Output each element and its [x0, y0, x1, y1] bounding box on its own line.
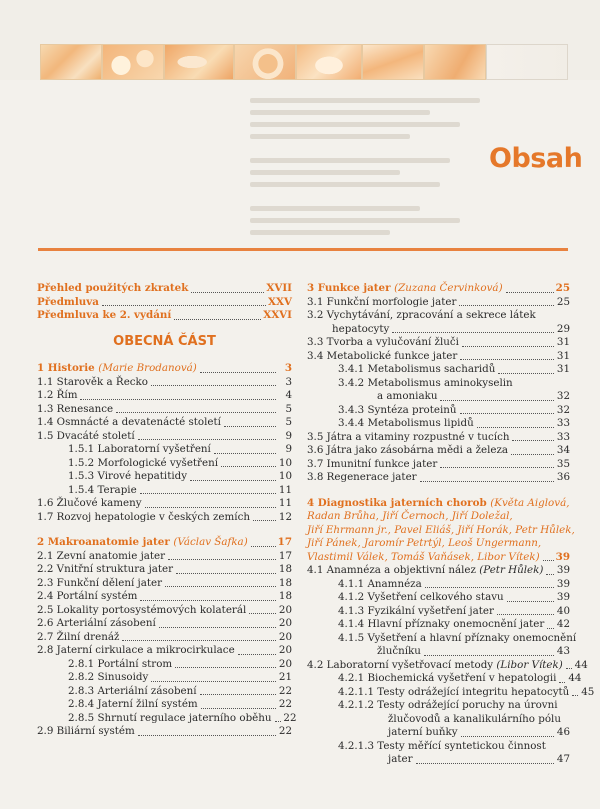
banner-image-7 [424, 44, 486, 80]
toc-entry[interactable]: 1.4 Osmnácté a devatenácté století 5 [37, 416, 292, 428]
toc-entry[interactable]: 2.7 Žilní drenáž 20 [37, 630, 292, 643]
toc-subentry[interactable]: 1.5.4 Terapie 11 [68, 483, 292, 496]
banner-image-4 [234, 44, 296, 80]
toc-entry[interactable]: 3.3 Tvorba a vylučování žluči 31 [307, 336, 570, 348]
toc-entry-frontmatter-3[interactable]: Předmluva ke 2. vydání XXVI [37, 309, 292, 321]
toc-entry[interactable]: 1.1 Starověk a Řecko 3 [37, 375, 292, 388]
toc-subentry[interactable]: 3.4.3 Syntéza proteinů 32 [338, 403, 570, 416]
toc-entry[interactable]: 3.4 Metabolické funkce jater 31 [307, 349, 570, 362]
toc-entry-frontmatter-2[interactable]: Předmluva XXV [37, 295, 292, 308]
toc-subentry[interactable]: 4.1.3 Fyzikální vyšetření jater 40 [338, 604, 570, 617]
toc-entry[interactable]: 4.2 Laboratorní vyšetřovací metody (Libor Vítek) 44 [307, 658, 588, 671]
toc-entry[interactable]: 4.1 Anamnéza a objektivní nález (Petr Hůlek) 39 [307, 564, 570, 576]
toc-entry[interactable]: 2.1 Zevní anatomie jater 17 [37, 549, 292, 562]
toc-entry[interactable]: 2.8 Jaterní cirkulace a mikrocirkulace 20 [37, 644, 292, 656]
page-title: Obsah [489, 143, 583, 174]
toc-subentry[interactable]: 4.1.2 Vyšetření celkového stavu 39 [338, 591, 570, 603]
toc-subentry[interactable]: 1.5.3 Virové hepatitidy 10 [68, 470, 292, 482]
toc-chapter-1[interactable]: 1 Historie (Marie Brodanová) 3 [37, 362, 292, 374]
toc-subentry[interactable]: 2.8.2 Sinusoidy 21 [68, 671, 292, 683]
toc-entry[interactable]: 3.6 Játra jako zásobárna mědi a železa 34 [307, 444, 570, 456]
toc-chapter-3[interactable]: 3 Funkce jater (Zuzana Červinková) 25 [307, 282, 570, 294]
toc-entry[interactable]: 1.6 Žlučové kameny 11 [37, 497, 292, 509]
toc-entry[interactable]: 2.5 Lokality portosystémových kolaterál 20 [37, 603, 292, 616]
toc-right-column [307, 282, 595, 767]
toc-subentry[interactable]: 4.1.1 Anamnéza 39 [338, 577, 570, 590]
toc-entry[interactable]: 2.6 Arteriální zásobení 20 [37, 617, 292, 629]
toc-subentry[interactable]: 1.5.1 Laboratorní vyšetření 9 [68, 443, 292, 455]
toc-entry[interactable]: 1.5 Dvacáté století 9 [37, 429, 292, 442]
toc-subentry[interactable]: 2.8.3 Arteriální zásobení 22 [68, 684, 292, 697]
toc-entry[interactable]: 1.3 Renesance 5 [37, 402, 292, 415]
toc-left-column [37, 282, 297, 739]
toc-subentry[interactable]: 4.1.5 Vyšetření a hlavní příznaky onemocnění [338, 631, 577, 644]
banner-image-3 [164, 44, 234, 80]
toc-entry[interactable]: 3.1 Funkční morfologie jater 25 [307, 295, 570, 308]
toc-entry[interactable]: 1.7 Rozvoj hepatologie v českých zemích 12 [37, 510, 292, 523]
toc-subentry[interactable]: 3.4.1 Metabolismus sacharidů 31 [338, 363, 570, 375]
toc-entry[interactable]: 3.2 Vychytávání, zpracování a sekrece látek [307, 309, 536, 321]
toc-subentry[interactable]: 4.2.1 Biochemická vyšetření v hepatologii 44 [338, 672, 582, 684]
toc-entry-continuation[interactable]: hepatocyty 29 [332, 322, 570, 335]
title-rule [38, 248, 568, 251]
banner-image-8 [486, 44, 568, 80]
toc-subsubentry-continuation[interactable]: žlučovodů a kanalikulárního pólu [388, 712, 561, 725]
banner-image-2 [102, 44, 164, 80]
banner-image-5 [296, 44, 362, 80]
toc-subsubentry[interactable]: 4.2.1.1 Testy odrážející integritu hepatocytů 45 [338, 685, 595, 698]
toc-entry[interactable]: 3.5 Játra a vitaminy rozpustné v tucích 33 [307, 430, 570, 443]
toc-entry[interactable]: 3.8 Regenerace jater 36 [307, 471, 570, 483]
toc-chapter-4[interactable]: 4 Diagnostika jaterních chorob (Květa Aiglová, Radan Brůha, Jiří Černoch, Jiří Doležal, Jiří Ehrmann jr., Pavel Eliáš, Jiří Horák, Petr Hůlek, Jiří Pánek, Jaromír Petrtýl, Leoš Ungermann, Vlastimil Válek, Tomáš Vaňásek, Libor Vítek) 39 [307, 496, 575, 563]
toc-subentry[interactable]: 1.5.2 Morfologické vyšetření 10 [68, 456, 292, 469]
toc-entry-frontmatter-1[interactable]: Přehled použitých zkratek XVII [37, 282, 292, 294]
toc-chapter-2[interactable]: 2 Makroanatomie jater (Václav Šafka) 17 [37, 536, 292, 548]
toc-subsubentry[interactable]: 4.2.1.2 Testy odrážející poruchy na úrovni [338, 699, 558, 711]
toc-subsubentry-continuation[interactable]: jaterní buňky 46 [388, 726, 570, 738]
toc-entry[interactable]: 2.4 Portální systém 18 [37, 590, 292, 602]
toc-subentry[interactable]: 3.4.4 Metabolismus lipidů 33 [338, 417, 570, 429]
banner-image-6 [362, 44, 424, 80]
toc-entry[interactable]: 2.9 Biliární systém 22 [37, 725, 292, 737]
toc-entry[interactable]: 2.2 Vnitřní struktura jater 18 [37, 563, 292, 575]
toc-entry[interactable]: 3.7 Imunitní funkce jater 35 [307, 457, 570, 470]
toc-subentry[interactable]: 3.4.2 Metabolismus aminokyselin [338, 376, 513, 389]
toc-subsubentry-continuation[interactable]: jater 47 [388, 753, 570, 765]
toc-subentry[interactable]: 2.8.5 Shrnutí regulace jaterního oběhu 22 [68, 711, 297, 724]
toc-subentry[interactable]: 2.8.1 Portální strom 20 [68, 657, 292, 670]
banner-image-1 [40, 44, 102, 80]
toc-subentry-continuation[interactable]: a amoniaku 32 [377, 390, 570, 402]
toc-subsubentry[interactable]: 4.2.1.3 Testy měřící syntetickou činnost [338, 739, 546, 752]
toc-subentry[interactable]: 4.1.4 Hlavní příznaky onemocnění jater 42 [338, 618, 570, 630]
header-banner [0, 0, 600, 80]
section-heading: OBECNÁ ČÁST [113, 333, 216, 349]
toc-subentry-continuation[interactable]: žlučníku 43 [377, 645, 570, 657]
toc-entry[interactable]: 1.2 Řím 4 [37, 389, 292, 401]
toc-entry[interactable]: 2.3 Funkční dělení jater 18 [37, 576, 292, 589]
toc-subentry[interactable]: 2.8.4 Jaterní žilní systém 22 [68, 698, 292, 710]
